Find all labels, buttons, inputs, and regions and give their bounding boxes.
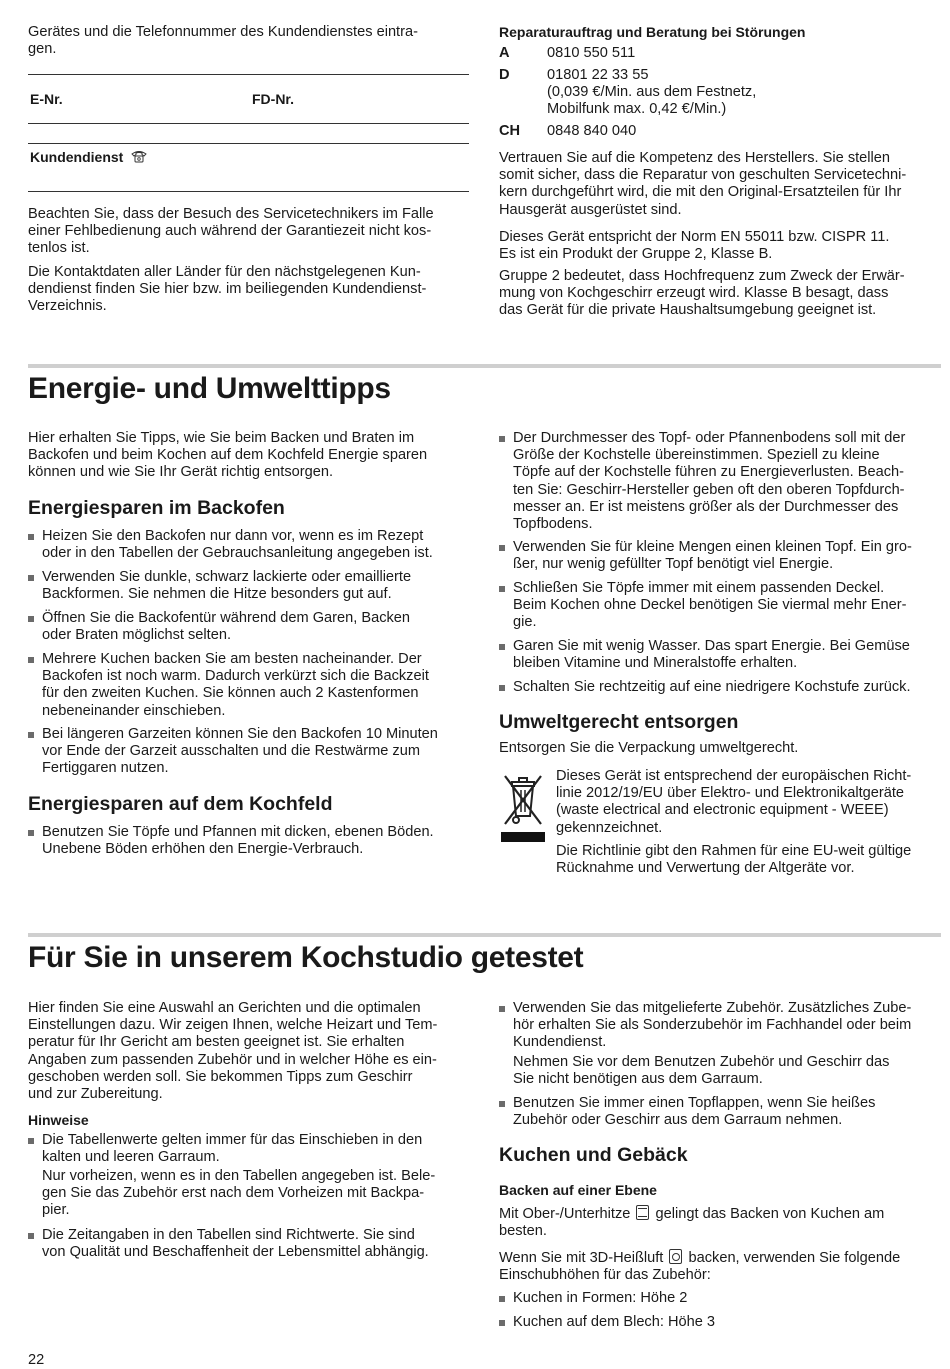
square-bullet-icon <box>28 1233 34 1239</box>
section-divider <box>28 364 941 368</box>
list-item-text: Verwenden Sie für kleine Mengen einen kleinen Topf. Ein gro- ßer, nur wenig gefüllter Topf benötigt viel Energie. <box>513 539 912 573</box>
ober-unterhitze-paragraph <box>499 1205 944 1240</box>
crossed-out-wheelie-bin-icon <box>499 770 547 846</box>
section-divider <box>28 933 941 937</box>
kochfeld-heading: Energiesparen auf dem Kochfeld <box>28 793 333 815</box>
weee-directive-paragraph: Die Richtlinie gibt den Rahmen für eine EU-weit gültige Rücknahme und Verwertung der Altgeräte vor. <box>556 843 912 877</box>
warranty-paragraph: Beachten Sie, dass der Besuch des Servicetechnikers im Falle einer Fehlbedienung auch während der Garantiezeit nicht kos- tenlos ist. <box>28 206 434 257</box>
heissluft-paragraph <box>499 1249 944 1284</box>
weee-paragraph: Dieses Gerät ist entsprechend der europäischen Richt- linie 2012/19/EU über Elektro- und Elektronikaltgeräte (waste electrical and electronic equipment - WEEE) gekennzeichnet. <box>556 768 912 836</box>
square-bullet-icon <box>28 830 34 836</box>
3d-hot-air-icon <box>669 1249 682 1264</box>
ober-text: gelingt das Backen von Kuchen am <box>655 1206 885 1222</box>
phone-icon <box>131 150 147 163</box>
group-paragraph: Gruppe 2 bedeutet, dass Hochfrequenz zum Zweck der Erwär- mung von Kochgeschirr erzeugt wird. Klasse B besagt, dass das Gerät für die private Haushaltsumgebung geeignet ist. <box>499 268 905 319</box>
ober-text: Mit Ober-/Unterhitze <box>499 1206 631 1222</box>
divider <box>28 74 469 75</box>
square-bullet-icon <box>499 1296 505 1302</box>
kundendienst-label: Kundendienst <box>30 149 124 165</box>
zubehoer-continuation: Nehmen Sie vor dem Benutzen Zubehör und Geschirr das Sie nicht benötigen aus dem Garraum. <box>513 1054 890 1088</box>
manufacturer-paragraph: Vertrauen Sie auf die Kompetenz des Herstellers. Sie stellen somit sicher, dass die Reparatur von geschulten Servicetechni- kern durchgeführt wird, die mit den Original-Ersatzteilen für Ihr Hausgerät ausgerüstet sind. <box>499 150 907 218</box>
kochstudio-intro: Hier finden Sie eine Auswahl an Gerichten und die optimalen Einstellungen dazu. Wir zeigen Ihnen, welche Heizart und Tem- peratur für Ihr Gericht am besten geeignet ist. Sie erhalten Angaben zum passenden Zubehör und in welcher Höhe es ein- geschoben werden soll. Sie bekommen Tipps zum Geschirr und zur Zubereitung. <box>28 1000 438 1103</box>
list-item-text: Benutzen Sie immer einen Topflappen, wenn Sie heißes Zubehör oder Geschirr aus dem Garraum nehmen. <box>513 1095 876 1129</box>
repair-heading: Reparaturauftrag und Beratung bei Störungen <box>499 24 806 40</box>
square-bullet-icon <box>499 436 505 442</box>
phone-number: 0810 550 511 <box>547 45 636 61</box>
intro-text: Gerätes und die Telefonnummer des Kundendienstes eintra- gen. <box>28 24 418 58</box>
square-bullet-icon <box>499 1101 505 1107</box>
list-item-text: Kuchen in Formen: Höhe 2 <box>513 1290 688 1306</box>
fdnr-label: FD-Nr. <box>252 91 294 107</box>
section-title: Energie- und Umwelttipps <box>28 372 391 405</box>
enr-label: E-Nr. <box>30 91 63 107</box>
umwelt-heading: Umweltgerecht entsorgen <box>499 711 739 733</box>
list-item-text: Die Tabellenwerte gelten immer für das Einschieben in den kalten und leeren Garraum. <box>42 1132 423 1166</box>
square-bullet-icon <box>499 1006 505 1012</box>
norm-paragraph: Dieses Gerät entspricht der Norm EN 55011 bzw. CISPR 11. Es ist ein Produkt der Gruppe 2, Klasse B. <box>499 229 890 263</box>
list-item-text: Kuchen auf dem Blech: Höhe 3 <box>513 1314 716 1330</box>
country-code: D <box>499 67 510 83</box>
backen-heading: Backen auf einer Ebene <box>499 1182 657 1198</box>
list-item-text: Öffnen Sie die Backofentür während dem Garen, Backen oder Braten möglichst selten. <box>42 610 411 644</box>
divider <box>28 123 469 124</box>
square-bullet-icon <box>499 1320 505 1326</box>
list-item-text: Schalten Sie rechtzeitig auf eine niedrigere Kochstufe zurück. <box>513 679 911 695</box>
heiss-text: Wenn Sie mit 3D-Heißluft <box>499 1250 664 1266</box>
square-bullet-icon <box>28 534 34 540</box>
umwelt-intro: Entsorgen Sie die Verpackung umweltgerecht. <box>499 740 799 756</box>
hinweise-heading: Hinweise <box>28 1112 89 1128</box>
list-item-text: Benutzen Sie Töpfe und Pfannen mit dicken, ebenen Böden. Unebene Böden erhöhen den Energie-Verbrauch. <box>42 824 434 858</box>
square-bullet-icon <box>499 545 505 551</box>
energie-intro: Hier erhalten Sie Tipps, wie Sie beim Backen und Braten im Backofen und beim Kochen auf dem Kochfeld Energie sparen können und wie Sie Ihr Gerät richtig entsorgen. <box>28 430 428 481</box>
backofen-heading: Energiesparen im Backofen <box>28 497 285 519</box>
square-bullet-icon <box>499 586 505 592</box>
section-title: Für Sie in unserem Kochstudio getestet <box>28 941 584 974</box>
square-bullet-icon <box>28 1138 34 1144</box>
list-item-text: Der Durchmesser des Topf- oder Pfannenbodens soll mit der Größe der Kochstelle übereinstimmen. Speziell zu kleine Töpfe auf der Kochstelle führen zu Energieverlusten. Beach- ten Sie: Geschirr-Hersteller geben oft den oberen Topfdurch- messer an. Er ist meistens größer als der Durchmesser des Topfbodens. <box>513 430 906 533</box>
phone-number: 0848 840 040 <box>547 123 637 139</box>
square-bullet-icon <box>28 616 34 622</box>
list-item-text: Mehrere Kuchen backen Sie am besten nacheinander. Der Backofen ist noch warm. Dadurch verkürzt sich die Backzeit für den zweiten Kuchen. Sie können auch 2 Kastenformen nebeneinander einschieben. <box>42 651 429 719</box>
list-item-text: Die Zeitangaben in den Tabellen sind Richtwerte. Sie sind von Qualität und Beschaffenheit der Lebensmittel abhängig. <box>42 1227 429 1261</box>
kundendienst-field <box>30 149 147 167</box>
list-item-text: Garen Sie mit wenig Wasser. Das spart Energie. Bei Gemüse bleiben Vitamine und Mineralstoffe erhalten. <box>513 638 910 672</box>
square-bullet-icon <box>28 657 34 663</box>
square-bullet-icon <box>499 644 505 650</box>
ober-text: besten. <box>499 1223 547 1240</box>
country-code: CH <box>499 123 521 139</box>
square-bullet-icon <box>28 575 34 581</box>
square-bullet-icon <box>28 732 34 738</box>
heiss-text: Einschubhöhen für das Zubehör: <box>499 1267 711 1284</box>
phone-number: 01801 22 33 55 (0,039 €/Min. aus dem Festnetz, Mobilfunk max. 0,42 €/Min.) <box>547 67 757 118</box>
country-code: A <box>499 45 510 61</box>
page-number: 22 <box>28 1352 45 1368</box>
hinweise-continuation: Nur vorheizen, wenn es in den Tabellen angegeben ist. Bele- gen Sie das Zubehör erst nach dem Vorheizen mit Backpa- pier. <box>42 1168 436 1219</box>
contact-paragraph: Die Kontaktdaten aller Länder für den nächstgelegenen Kun- dendienst finden Sie hier bzw. im beiliegenden Kundendienst- Verzeichnis. <box>28 264 427 315</box>
list-item-text: Verwenden Sie das mitgelieferte Zubehör. Zusätzliches Zube- hör erhalten Sie als Sonderzubehör im Fachhandel oder beim Kundendienst. <box>513 1000 912 1051</box>
square-bullet-icon <box>499 685 505 691</box>
divider <box>28 191 469 192</box>
heiss-text: backen, verwenden Sie folgende <box>688 1250 901 1266</box>
list-item-text: Heizen Sie den Backofen nur dann vor, wenn es im Rezept oder in den Tabellen der Gebrauchsanleitung angegeben ist. <box>42 528 433 562</box>
kuchen-heading: Kuchen und Gebäck <box>499 1144 688 1166</box>
list-item-text: Schließen Sie Töpfe immer mit einem passenden Deckel. Beim Kochen ohne Deckel benötigen Sie viermal mehr Ener- gie. <box>513 580 907 631</box>
list-item-text: Verwenden Sie dunkle, schwarz lackierte oder emaillierte Backformen. Sie nehmen die Hitze besonders gut auf. <box>42 569 412 603</box>
list-item-text: Bei längeren Garzeiten können Sie den Backofen 10 Minuten vor Ende der Garzeit ausschalten und die Restwärme zum Fertiggaren nutzen. <box>42 726 438 777</box>
divider <box>28 143 469 144</box>
top-bottom-heat-icon <box>636 1205 649 1220</box>
